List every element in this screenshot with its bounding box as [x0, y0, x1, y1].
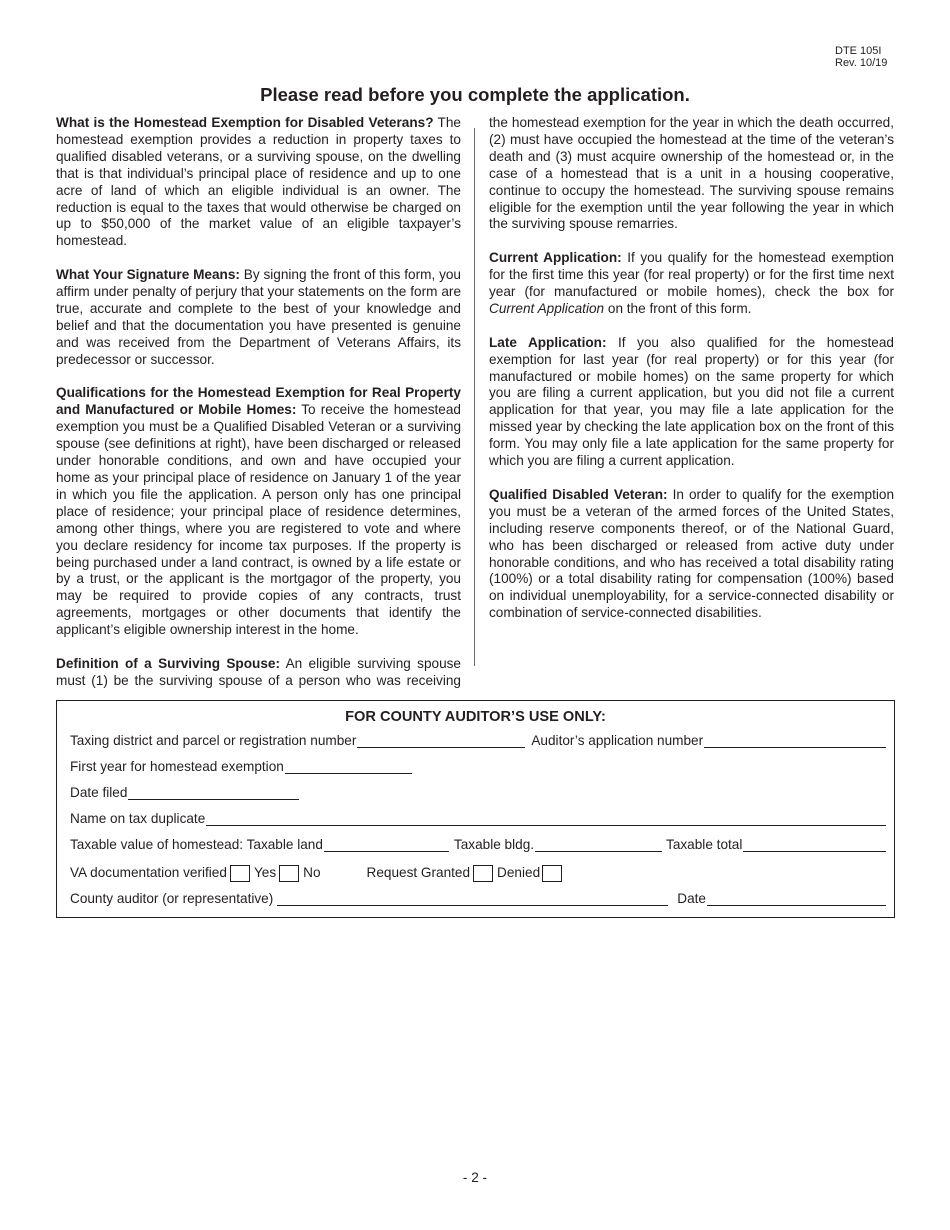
va-verified-no-label: No [303, 865, 321, 880]
section-heading: Current Application: [489, 250, 622, 266]
row-parcel [70, 732, 886, 750]
section-heading: Qualified Disabled Veteran: [489, 486, 668, 502]
date-filed-label: Date filed [70, 785, 128, 800]
request-denied-checkbox[interactable] [542, 865, 562, 882]
section-body: In order to qualify for the exemption you must be a veteran of the armed forces of the United States, including reserve components thereof, or of the National Guard, who has been discharged or released from active duty under honorable conditions, and who has received a total disability rating (100%) or a total disability rating for compensation (100%) based on individual unemployability, for a service-connected disability or combination of service-connected disabilities. [489, 486, 895, 621]
section-body-italic: Current Application [489, 300, 605, 316]
name-on-duplicate-label: Name on tax duplicate [70, 811, 206, 826]
surviving-spouse-continuation: the homestead exemption for the year in which the death occurred, (2) must have occupied the homestead at the time of the veteran’s death and (3) must acquire ownership of the homestead or, in the case of a homestead that is a unit in a housing cooperative, continue to occupy the homestead. The surviving spouse remains eligible for the exemption until the year following the year in which the surviving spouse remarries. [489, 115, 894, 232]
section-surviving-spouse [56, 656, 461, 690]
section-heading: Qualifications for the Homestead Exemption for Real Property and Manufactured or Mobile Homes: [56, 385, 461, 418]
page-number: - 2 - [462, 1170, 488, 1185]
column-divider [474, 128, 475, 666]
section-body: To receive the homestead exemption you must be a Qualified Disabled Veteran or a surviving spouse (see definitions at right), have been discharged or released under honorable conditions, and own and have occupied your home as your principal place of residence on January 1 of the year in which you file the application. A person only has one principal place of residence; your principal place of residence determines, among other things, where you are registered to vote and where you declare residency for income tax purposes. If the property is being purchased under a land contract, is owned by a life estate or by a trust, or the applicant is the mortgagor of the property, you may be required to provide copies of any contracts, trust agreements, mortgages or other documents that identify the applicant’s eligible ownership interest in the home. [56, 402, 461, 638]
county-auditor-section [56, 700, 895, 918]
page-title: Please read before you complete the application. [260, 84, 690, 105]
section-body: By signing the front of this form, you affirm under penalty of perjury that your statements on the form are true, accurate and complete to the best of your knowledge and belief and that the documentation you have presented is genuine and was received from the Department of Veterans Affairs, its predecessor or successor. [56, 267, 461, 367]
row-taxable-value [70, 836, 886, 854]
date-filed-field[interactable] [128, 787, 299, 800]
taxable-bldg-label: Taxable bldg. [453, 837, 535, 852]
date-field[interactable] [707, 893, 886, 906]
taxable-total-field[interactable] [743, 839, 886, 852]
request-denied-label: Denied [497, 865, 541, 880]
application-number-label: Auditor’s application number [531, 733, 704, 748]
auditor-section-title: FOR COUNTY AUDITOR’S USE ONLY: [345, 709, 606, 725]
section-body: The homestead exemption provides a reduction in property taxes to qualified disabled veterans, or a surviving spouse, on the dwelling that is that individual’s principal place of residence and up to one acre of land of which an eligible individual is an owner. The reduction is equal to the taxes that would otherwise be charged on up to $50,000 of the market value of an eligible taxpayer’s homestead. [56, 115, 461, 249]
section-signature-means [56, 267, 461, 368]
form-revision: Rev. 10/19 [835, 57, 888, 69]
request-granted-checkbox[interactable] [473, 865, 493, 882]
row-name-on-duplicate [70, 810, 886, 828]
parcel-number-label: Taxing district and parcel or registration number [70, 733, 357, 748]
row-date-filed [70, 784, 886, 802]
section-qualified-veteran [489, 487, 894, 622]
application-number-field[interactable] [704, 735, 886, 748]
section-body: on the front of this form. [604, 300, 752, 316]
taxable-land-field[interactable] [324, 839, 449, 852]
name-on-duplicate-field[interactable] [206, 813, 886, 826]
va-verified-yes-checkbox[interactable] [230, 865, 250, 882]
section-what-is-exemption [56, 115, 461, 250]
section-current-application [489, 250, 894, 318]
date-label: Date [677, 891, 706, 906]
va-verified-label: VA documentation verified [70, 865, 227, 880]
section-heading: What is the Homestead Exemption for Disabled Veterans? [56, 115, 434, 130]
section-heading: Late Application: [489, 334, 607, 350]
auditor-signature-label: County auditor (or representative) [70, 891, 274, 906]
left-column [56, 115, 461, 707]
section-heading: Definition of a Surviving Spouse: [56, 655, 280, 671]
request-granted-label: Request Granted [366, 865, 471, 880]
section-qualifications [56, 385, 461, 639]
taxable-land-label: Taxable value of homestead: Taxable land [70, 837, 323, 852]
taxable-bldg-field[interactable] [535, 839, 662, 852]
va-verified-no-checkbox[interactable] [279, 865, 299, 882]
taxable-total-label: Taxable total [666, 837, 743, 852]
row-verification [70, 864, 886, 882]
section-body: An eligible surviving spouse must (1) be the surviving spouse of a person who was receiving [56, 655, 461, 688]
va-verified-yes-label: Yes [253, 865, 277, 880]
first-year-field[interactable] [285, 761, 412, 774]
first-year-label: First year for homestead exemption [70, 759, 284, 774]
row-auditor-signature [70, 890, 886, 908]
auditor-signature-field[interactable] [277, 893, 668, 906]
parcel-number-field[interactable] [357, 735, 525, 748]
row-first-year [70, 758, 886, 776]
section-body: If you also qualified for the homestead exemption for last year (for real property) or for this year (for manufactured or mobile homes) on the same property for which you are filing a current application, but you did not file a current application for that year, you may file a late application for the missed year by checking the late application box on the front of this form. You may only file a late application for the same property for which you are filing a current application. [489, 334, 894, 469]
section-heading: What Your Signature Means: [56, 267, 240, 283]
section-body: If you qualify for the homestead exemption for the first time this year (for real property) or for the first time next year (for manufactured or mobile homes), check the box for [489, 250, 894, 300]
right-column [489, 115, 894, 639]
section-late-application [489, 335, 894, 470]
form-identifier [835, 45, 887, 69]
form-number: DTE 105I [835, 45, 882, 57]
